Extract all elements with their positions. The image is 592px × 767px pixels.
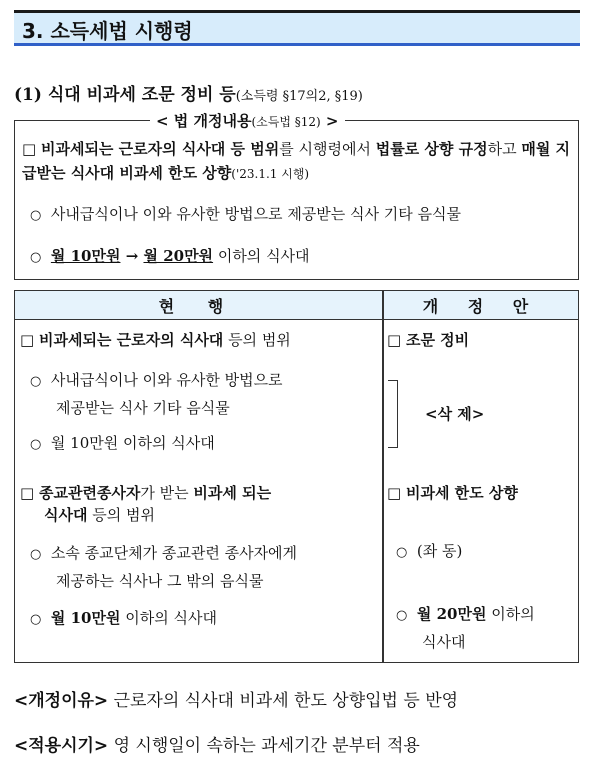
subsection-label: (1) 식대 비과세 조문 정비 등 — [14, 85, 236, 105]
date-tag: <적용시기> — [14, 736, 109, 756]
row2-revised-line-2: 식사대 — [422, 633, 466, 651]
checkbox-symbol: □ — [22, 140, 37, 158]
reason-text: 근로자의 식사대 비과세 한도 상향입법 등 반영 — [108, 691, 459, 711]
header-current: 현 행 — [158, 297, 238, 316]
law-box-bullet-2 — [30, 245, 310, 266]
row2-current-title — [20, 482, 378, 526]
row2-revised-bullet-1 — [396, 540, 462, 561]
row2-revised-bullet-2 — [396, 601, 535, 655]
header-revised: 개 정 안 — [422, 297, 541, 316]
law-box-title-text: < 법 개정내용 — [156, 112, 252, 130]
checkbox-symbol: □ — [387, 484, 402, 502]
circle-symbol: ○ — [30, 250, 42, 265]
row2-revised-rest: 이하의 — [486, 605, 535, 623]
row2-revised-title — [387, 482, 518, 503]
row1-current-title — [20, 329, 291, 350]
row1-current-bullet-2 — [30, 432, 215, 453]
law-box-paragraph — [22, 137, 574, 186]
row2-bullet-1-line-2: 제공하는 식사나 그 밖의 음식물 — [56, 572, 264, 590]
subsection-title — [14, 80, 363, 105]
row1-bullet-1-line-1: 사내급식이나 이와 유사한 방법으로 — [50, 371, 283, 389]
section-title — [22, 15, 193, 44]
revision-reason — [14, 686, 458, 711]
para-text-1: 를 시행령에서 — [279, 140, 376, 158]
new-amount: 월 20만원 — [143, 247, 214, 265]
row2-bullet-1-line-1: 소속 종교단체가 종교관련 종사자에게 — [50, 544, 298, 562]
reason-tag: <개정이유> — [14, 691, 109, 711]
circle-symbol: ○ — [396, 545, 408, 560]
same-as-left-text: (좌 동) — [416, 542, 463, 560]
table-divider — [382, 290, 384, 663]
subsection-ref: (소득령 §17의2, §19) — [235, 89, 363, 104]
row2-current-mid: 가 받는 — [140, 484, 194, 502]
circle-symbol: ○ — [30, 437, 42, 452]
law-box-title-ref: (소득법 §12) — [251, 115, 321, 129]
row1-bullet-1-line-2: 제공받는 식사 기타 음식물 — [56, 399, 230, 417]
law-box-bullet-1 — [30, 203, 461, 224]
delete-label: <삭 제> — [425, 405, 485, 423]
para-bold-3: 매월 지급받는 식사대 비과세 한도 상향 — [22, 140, 571, 182]
law-box-bullet-1-text: 사내급식이나 이와 유사한 방법으로 제공받는 식사 기타 음식물 — [50, 205, 462, 223]
bullet-2-rest: 이하의 식사대 — [213, 247, 310, 265]
circle-symbol: ○ — [30, 208, 42, 223]
row2-current-bullet-2 — [30, 607, 217, 628]
section-number: 3. — [22, 19, 44, 43]
row1-current-bullet-1 — [30, 367, 283, 421]
effective-date — [14, 731, 420, 756]
date-text: 영 시행일이 속하는 과세기간 분부터 적용 — [108, 736, 420, 756]
circle-symbol: ○ — [30, 547, 42, 562]
row2-current-bold-3: 식사대 — [44, 506, 88, 524]
row2-bullet-2-bold: 월 10만원 — [50, 609, 121, 627]
row2-revised-bold: 비과세 한도 상향 — [405, 484, 518, 502]
para-bold-2: 법률로 상향 규정 — [375, 140, 488, 158]
row1-current-rest: 등의 범위 — [223, 331, 291, 349]
row1-revised-bold: 조문 정비 — [405, 331, 470, 349]
row2-bullet-2-rest: 이하의 식사대 — [120, 609, 217, 627]
circle-symbol: ○ — [30, 612, 42, 627]
checkbox-symbol: □ — [387, 331, 402, 349]
para-bold-1: 비과세되는 근로자의 식사대 등 범위 — [40, 140, 280, 158]
old-amount: 월 10만원 — [50, 247, 121, 265]
row1-bullet-2-text: 월 10만원 이하의 식사대 — [50, 434, 215, 452]
row2-current-rest: 등의 범위 — [87, 506, 155, 524]
row2-revised-amount: 월 20만원 — [416, 605, 487, 623]
circle-symbol: ○ — [30, 374, 42, 389]
arrow: → — [120, 247, 144, 265]
law-box-title — [150, 110, 345, 131]
bracket-shape — [388, 380, 398, 448]
section-title-text: 소득세법 시행령 — [50, 19, 193, 43]
checkbox-symbol: □ — [20, 331, 35, 349]
para-text-2: 하고 — [487, 140, 522, 158]
para-date: ('23.1.1 시행) — [231, 167, 310, 181]
row2-current-bullet-1 — [30, 540, 297, 594]
checkbox-symbol: □ — [20, 484, 35, 502]
row2-current-bold-2: 비과세 되는 — [193, 484, 272, 502]
circle-symbol: ○ — [396, 608, 408, 623]
law-box-title-close: > — [320, 112, 339, 130]
row2-current-bold-1: 종교관련종사자 — [38, 484, 141, 502]
row1-current-bold: 비과세되는 근로자의 식사대 — [38, 331, 224, 349]
row1-revised-title — [387, 329, 469, 350]
